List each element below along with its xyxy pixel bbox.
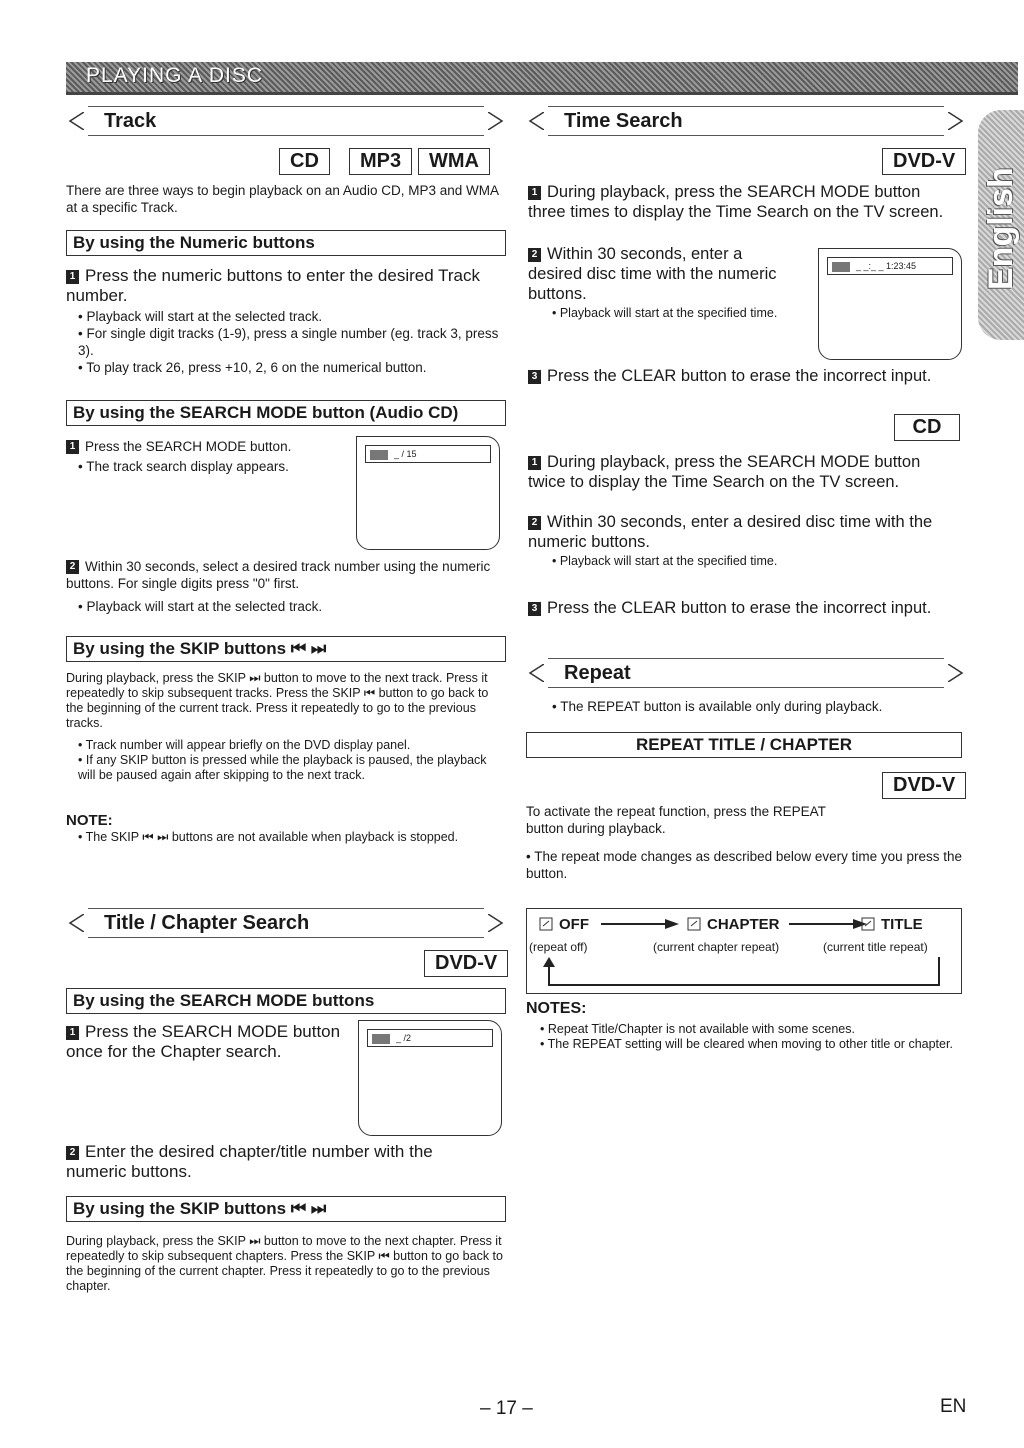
chapter-title-label: Title / Chapter Search [104, 912, 310, 934]
search-step-1: 1 Press the SEARCH MODE button. [66, 438, 356, 455]
step-marker-3: 3 [528, 602, 541, 616]
track-title-label: Track [104, 110, 157, 132]
timesearch-cd-step-2: 2 Within 30 seconds, enter a desired disc time with the numeric buttons. [528, 513, 933, 551]
repeat-note-2: • The REPEAT setting will be cleared when moving to other title or chapter. [540, 1037, 953, 1051]
repeat-mode-note: • The repeat mode changes as described below every time you press the button. [526, 849, 962, 881]
skip-bullets [78, 738, 506, 783]
repeat-mode-diagram [526, 908, 962, 994]
title-right-cap-icon [488, 914, 506, 932]
step-marker-1: 1 [528, 186, 541, 200]
title-left-cap-icon [526, 664, 544, 682]
language-code: EN [940, 1396, 967, 1417]
notes-label: NOTES: [526, 1000, 587, 1017]
format-badge-dvdv: DVD-V [882, 772, 966, 799]
note-label: NOTE: [66, 812, 113, 829]
track-search-bar: _ / 15 [365, 445, 491, 463]
timesearch-dvd-step-2-bullet: • Playback will start at the specified time. [552, 306, 778, 320]
repeat-chapter-icon [687, 917, 701, 931]
repeat-notes [540, 1022, 962, 1052]
chapter-section-title [66, 908, 506, 942]
skip-note: • The SKIP ⏮ ⏭ buttons are not available when playback is stopped. [78, 830, 459, 844]
search-mode-audio-heading: By using the SEARCH MODE button (Audio CD) [66, 400, 506, 426]
repeat-title-label: TITLE [881, 916, 923, 933]
track-section-title [66, 106, 506, 140]
timesearch-cd-step-2-bullet: • Playback will start at the specified time. [552, 554, 778, 568]
timesearch-dvd-step-3: 3 Press the CLEAR button to erase the incorrect input. [528, 366, 960, 386]
repeat-off-label: OFF [559, 916, 589, 933]
track-intro: There are three ways to begin playback on an Audio CD, MP3 and WMA at a specific Track. [66, 183, 499, 215]
search-step-1-bullet: • The track search display appears. [78, 459, 289, 474]
chapter-skip-heading: By using the SKIP buttons ⏮ ⏭ [66, 1196, 506, 1222]
format-badge-wma: WMA [418, 148, 490, 175]
step-marker-1: 1 [528, 456, 541, 470]
repeat-note-1: • Repeat Title/Chapter is not available with some scenes. [540, 1022, 855, 1036]
chapter-search-mode-heading: By using the SEARCH MODE buttons [66, 988, 506, 1014]
repeat-off-desc: (repeat off) [529, 940, 588, 954]
format-badge-cd: CD [279, 148, 330, 175]
banner-title: PLAYING A DISC [86, 64, 264, 87]
track-search-screen [356, 436, 500, 550]
step-marker-2: 2 [66, 1146, 79, 1160]
chapter-step-1: 1 Press the SEARCH MODE button once for the Chapter search. [66, 1022, 341, 1061]
step-marker-1: 1 [66, 270, 79, 284]
time-search-bar: _ _:_ _ 1:23:45 [827, 257, 953, 275]
numeric-buttons-heading: By using the Numeric buttons [66, 230, 506, 256]
format-badge-dvdv: DVD-V [424, 950, 508, 977]
step-marker-2: 2 [66, 560, 79, 574]
time-search-screen [818, 248, 962, 360]
repeat-instructions: To activate the repeat function, press the REPEAT button during playback. [526, 804, 826, 836]
numeric-bullets [78, 308, 504, 376]
title-left-cap-icon [66, 112, 84, 130]
chapter-search-screen [358, 1020, 502, 1136]
timesearch-cd-step-3: 3 Press the CLEAR button to erase the incorrect input. [528, 598, 960, 618]
search-step-2: 2 Within 30 seconds, select a desired track number using the numeric buttons. For single digits press "0" first. [66, 559, 491, 591]
repeat-chapter-label: CHAPTER [707, 916, 780, 933]
repeat-off-icon [539, 917, 553, 931]
chapter-step-2: 2 Enter the desired chapter/title number with the numeric buttons. [66, 1142, 433, 1181]
step-marker-1: 1 [66, 440, 79, 454]
title-left-cap-icon [526, 112, 544, 130]
search-step-2-bullet: • Playback will start at the selected track. [78, 599, 323, 614]
repeat-bullet: • The REPEAT button is available only during playback. [552, 699, 883, 714]
language-side-tab [978, 110, 1024, 340]
format-badge-mp3: MP3 [349, 148, 412, 175]
timesearch-section-title [526, 106, 966, 140]
page-banner [66, 62, 1018, 95]
chapter-search-bar: _ /2 [367, 1029, 493, 1047]
repeat-title-chapter-heading: REPEAT TITLE / CHAPTER [526, 732, 962, 758]
arrow-right-icon [789, 919, 867, 929]
return-arrow-icon [535, 957, 947, 991]
format-badge-cd: CD [894, 414, 960, 441]
page-number: – 17 – [480, 1398, 533, 1419]
title-right-cap-icon [948, 664, 966, 682]
timesearch-dvd-step-1: 1 During playback, press the SEARCH MODE button three times to display the Time Search on the TV screen. [528, 183, 944, 221]
step-marker-2: 2 [528, 248, 541, 262]
format-badge-dvdv: DVD-V [882, 148, 966, 175]
chapter-skip-description: During playback, press the SKIP ⏭ button to move to the next chapter. Press it repeatedly to skip subsequent chapters. Press the SKIP ⏮ button to go back to the beginning of the current chapter. Press it repeatedly to go to the previous chapter. [66, 1234, 503, 1293]
skip-description: During playback, press the SKIP ⏭ button to move to the next track. Press it repeatedly to skip subsequent tracks. Press the SKIP ⏮ button to go back to the beginning of the current track. Press it repeatedly to go to the previous tracks. [66, 671, 489, 730]
step-marker-2: 2 [528, 516, 541, 530]
title-left-cap-icon [66, 914, 84, 932]
repeat-chapter-desc: (current chapter repeat) [653, 940, 780, 954]
skip-bullet-1: • Track number will appear briefly on the DVD display panel. [78, 738, 411, 752]
repeat-title-icon [861, 917, 875, 931]
repeat-title-desc: (current title repeat) [823, 940, 928, 954]
title-right-cap-icon [948, 112, 966, 130]
skip-buttons-heading: By using the SKIP buttons ⏮ ⏭ [66, 636, 506, 662]
title-right-cap-icon [488, 112, 506, 130]
language-tab-label: English [982, 167, 1020, 290]
repeat-section-title [526, 658, 966, 692]
numeric-step-1: 1 Press the numeric buttons to enter the desired Track number. [66, 266, 480, 305]
numeric-bullet-2: • For single digit tracks (1-9), press a single number (eg. track 3, press 3). [78, 326, 499, 358]
skip-bullet-2: • If any SKIP button is pressed while the playback is paused, the playback will be paused again after skipping to the next track. [78, 753, 487, 782]
step-marker-3: 3 [528, 370, 541, 384]
timesearch-cd-step-1: 1 During playback, press the SEARCH MODE button twice to display the Time Search on the TV screen. [528, 453, 921, 491]
step-marker-1: 1 [66, 1026, 79, 1040]
timesearch-title-label: Time Search [564, 110, 683, 132]
timesearch-dvd-step-2: 2 Within 30 seconds, enter a desired disc time with the numeric buttons. [528, 245, 777, 303]
arrow-right-icon [601, 919, 679, 929]
repeat-title-label: Repeat [564, 662, 631, 684]
numeric-bullet-3: • To play track 26, press +10, 2, 6 on the numerical button. [78, 360, 427, 375]
numeric-bullet-1: • Playback will start at the selected track. [78, 309, 323, 324]
